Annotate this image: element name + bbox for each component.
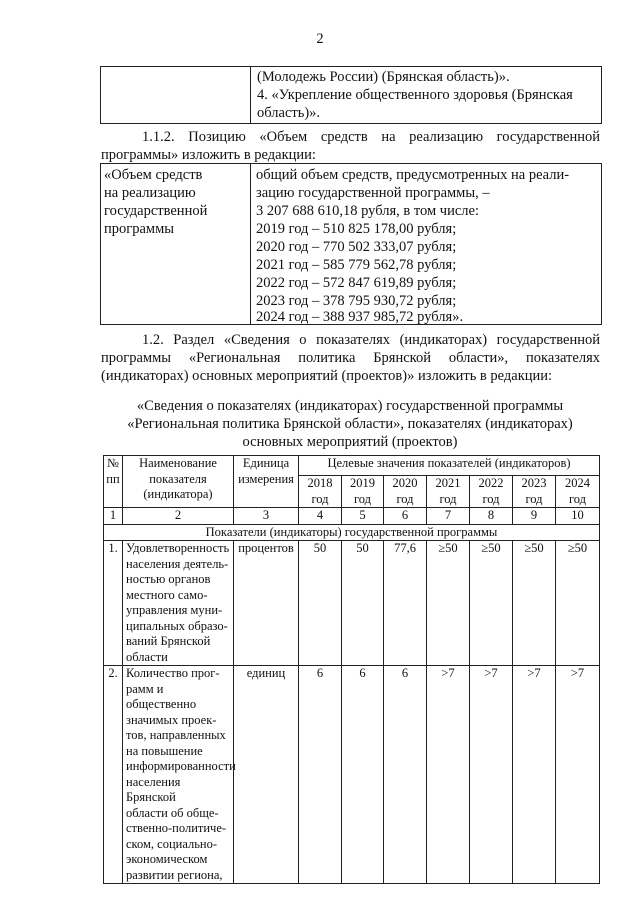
- funds-left-line-3: государственной: [104, 203, 208, 219]
- col-number: 2: [123, 508, 234, 525]
- value-2022: ≥50: [470, 541, 513, 666]
- header-name: Наименование показателя (индикатора): [123, 456, 234, 508]
- page-number: 2: [316, 31, 324, 47]
- funds-left-line-4: программы: [104, 221, 174, 237]
- para-1-2-line-1: 1.2. Раздел «Сведения о показателях (индикаторах) государственной: [142, 332, 600, 348]
- row-unit: процентов: [234, 541, 299, 666]
- funds-left-line-2: на реализацию: [104, 185, 196, 201]
- row-unit: единиц: [234, 666, 299, 884]
- column-numbers-row: [104, 508, 600, 525]
- value-2023: ≥50: [513, 541, 556, 666]
- top-box-line-2: 4. «Укрепление общественного здоровья (Брянская: [257, 87, 573, 103]
- row-num: 1.: [104, 541, 123, 666]
- para-1-2-line-2: программы «Региональная политика Брянской области», показателях: [101, 350, 600, 366]
- funds-year-2022: 2022 год – 572 847 619,89 рубля;: [256, 275, 457, 291]
- value-2020: 6: [384, 666, 427, 884]
- row-num: 2.: [104, 666, 123, 884]
- top-box-line-3: область)».: [257, 105, 321, 121]
- funds-year-2020: 2020 год – 770 502 333,07 рубля;: [256, 239, 457, 255]
- col-number: 7: [427, 508, 470, 525]
- value-2018: 6: [299, 666, 342, 884]
- col-number: 5: [342, 508, 384, 525]
- funds-right-line-2: зацию государственной программы, –: [256, 185, 490, 201]
- table-title-line-3: основных мероприятий (проектов): [242, 434, 458, 450]
- value-2018: 50: [299, 541, 342, 666]
- value-2023: >7: [513, 666, 556, 884]
- header-num: № пп: [104, 456, 123, 508]
- para-1-1-2-line-1: 1.1.2. Позицию «Объем средств на реализацию государственной: [142, 129, 600, 145]
- funds-year-2021: 2021 год – 585 779 562,78 рубля;: [256, 257, 457, 273]
- value-2020: 77,6: [384, 541, 427, 666]
- value-2021: >7: [427, 666, 470, 884]
- row-name: Количество прог- рамм и общественно значимых проек- тов, направленных на повышение информированности населения Брянской области об обще- ственно-политиче- ском, социально- экономическом развитии региона,: [123, 666, 234, 884]
- col-number: 4: [299, 508, 342, 525]
- col-number: 9: [513, 508, 556, 525]
- header-unit: Единица измерения: [234, 456, 299, 508]
- funds-right-line-1: общий объем средств, предусмотренных на реали-: [256, 167, 570, 183]
- value-2024: >7: [556, 666, 600, 884]
- para-1-2-line-3: (индикаторах) основных мероприятий (проектов)» изложить в редакции:: [101, 368, 553, 384]
- table-title-line-1: «Сведения о показателях (индикаторах) государственной программы: [136, 398, 564, 414]
- indicators-table: [103, 455, 600, 884]
- para-1-1-2-line-2: программы» изложить в редакции:: [101, 147, 316, 163]
- funds-year-2019: 2019 год – 510 825 178,00 рубля;: [256, 221, 457, 237]
- funds-left-line-1: «Объем средств: [104, 167, 203, 183]
- value-2024: ≥50: [556, 541, 600, 666]
- value-2019: 6: [342, 666, 384, 884]
- table-row: [104, 541, 600, 666]
- table-title-line-2: «Региональная политика Брянской области», показателях (индикаторах): [127, 416, 573, 432]
- top-box-line-1: (Молодежь России) (Брянская область)».: [257, 69, 510, 85]
- value-2021: ≥50: [427, 541, 470, 666]
- header-year-2020: 2020 год: [384, 476, 427, 508]
- col-number: 8: [470, 508, 513, 525]
- header-year-2022: 2022 год: [470, 476, 513, 508]
- col-number: 10: [556, 508, 600, 525]
- funds-year-2024: 2024 год – 388 937 985,72 рубля».: [256, 309, 464, 325]
- value-2019: 50: [342, 541, 384, 666]
- header-year-2024: 2024 год: [556, 476, 600, 508]
- row-name: Удовлетворенность населения деятель- ностью органов местного само- управления муни- ципальных образо- ваний Брянской области: [123, 541, 234, 666]
- col-number: 1: [104, 508, 123, 525]
- value-2022: >7: [470, 666, 513, 884]
- section-title: Показатели (индикаторы) государственной программы: [104, 524, 600, 541]
- funds-year-2023: 2023 год – 378 795 930,72 рубля;: [256, 293, 457, 309]
- header-targets: Целевые значения показателей (индикаторов): [299, 456, 600, 476]
- header-year-2023: 2023 год: [513, 476, 556, 508]
- funds-total: 3 207 688 610,18 рубля, в том числе:: [256, 203, 479, 219]
- header-year-2019: 2019 год: [342, 476, 384, 508]
- header-year-2021: 2021 год: [427, 476, 470, 508]
- header-year-2018: 2018 год: [299, 476, 342, 508]
- col-number: 3: [234, 508, 299, 525]
- col-number: 6: [384, 508, 427, 525]
- table-row: [104, 666, 600, 884]
